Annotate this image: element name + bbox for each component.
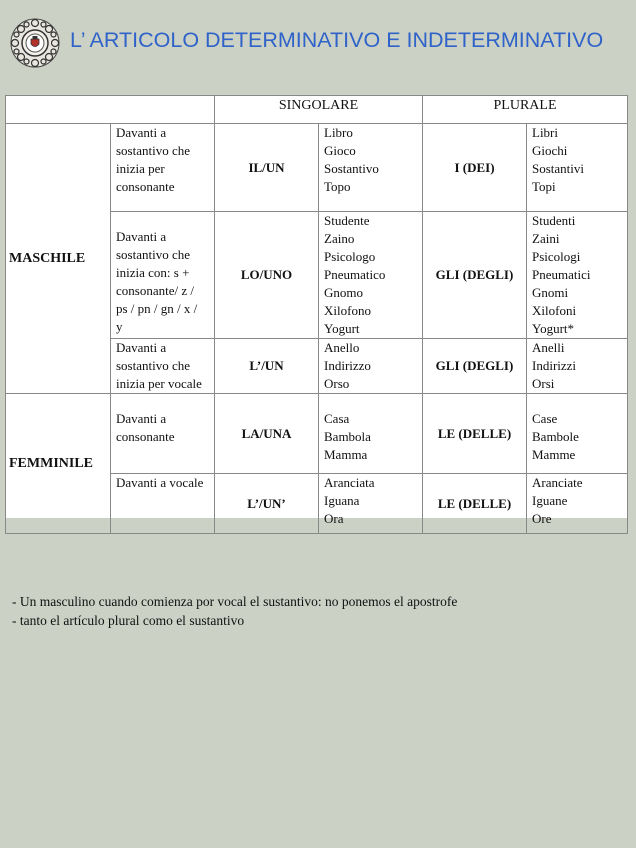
plural-article: LE (DELLE): [423, 474, 527, 534]
plural-examples: [527, 474, 628, 534]
table-row: [6, 124, 628, 212]
rule-cell: [111, 474, 215, 534]
example-word: Bambola: [324, 429, 371, 444]
rule-cell: [111, 212, 215, 339]
example-word: Topi: [532, 179, 556, 194]
header-plurale: PLURALE: [423, 96, 628, 124]
articles-table: [5, 95, 628, 534]
table-header-row: [6, 96, 628, 124]
example-word: Anello: [324, 340, 360, 355]
page-title: L’ ARTICOLO DETERMINATIVO E INDETERMINATIVO: [70, 28, 604, 52]
example-word: Xilofoni: [532, 303, 577, 318]
example-word: Indirizzo: [324, 358, 371, 373]
plural-examples: [527, 394, 628, 474]
rule-line: consonante: [116, 179, 175, 194]
singular-article: LO/UNO: [215, 212, 319, 339]
example-word: Gnomi: [532, 285, 569, 300]
rule-line: Davanti a vocale: [116, 475, 204, 490]
singular-examples: [319, 394, 423, 474]
rule-line: Davanti a: [116, 125, 167, 140]
example-word: Orso: [324, 376, 350, 391]
rule-line: Davanti a: [116, 411, 167, 426]
table-row: [6, 394, 628, 474]
example-word: Pneumatico: [324, 267, 386, 282]
singular-examples: [319, 339, 423, 394]
example-word: Case: [532, 411, 558, 426]
example-word: Indirizzi: [532, 358, 577, 373]
example-word: Sostantivi: [532, 161, 585, 176]
note-line: - Un masculino cuando comienza por vocal el sustantivo: no ponemos el apostrofe: [12, 594, 458, 609]
example-word: Anelli: [532, 340, 565, 355]
example-word: Yogurt: [324, 321, 360, 336]
example-word: Ora: [324, 511, 344, 526]
gender-femminile: FEMMINILE: [6, 394, 111, 534]
rule-line: Davanti a: [116, 340, 167, 355]
header-empty-cell: [6, 96, 215, 124]
example-word: Zaini: [532, 231, 560, 246]
rule-line: sostantivo che: [116, 358, 191, 373]
note-line: - tanto el artículo plural como el sustantivo: [12, 613, 245, 628]
example-word: Psicologi: [532, 249, 581, 264]
rule-line: sostantivo che: [116, 247, 191, 262]
example-word: Giochi: [532, 143, 568, 158]
singular-examples: [319, 212, 423, 339]
example-word: Yogurt*: [532, 321, 575, 336]
example-word: Pneumatici: [532, 267, 591, 282]
example-word: Libro: [324, 125, 353, 140]
singular-examples: [319, 474, 423, 534]
rule-line: inizia con: s +: [116, 265, 190, 280]
plural-article: LE (DELLE): [423, 394, 527, 474]
example-word: Iguana: [324, 493, 360, 508]
rule-cell: [111, 339, 215, 394]
example-word: Bambole: [532, 429, 579, 444]
rule-line: consonante/ z /: [116, 283, 194, 298]
plural-examples: [527, 339, 628, 394]
rule-line: consonante: [116, 429, 175, 444]
rule-line: Davanti a: [116, 229, 167, 244]
singular-examples: [319, 124, 423, 212]
plural-article: I (DEI): [423, 124, 527, 212]
example-word: Ore: [532, 511, 552, 526]
example-word: Gioco: [324, 143, 356, 158]
notes: [12, 592, 457, 630]
example-word: Mamma: [324, 447, 368, 462]
plural-article: GLI (DEGLI): [423, 212, 527, 339]
example-word: Psicologo: [324, 249, 376, 264]
example-word: Studenti: [532, 213, 576, 228]
example-word: Gnomo: [324, 285, 363, 300]
plural-examples: [527, 124, 628, 212]
header-singolare: SINGOLARE: [215, 96, 423, 124]
example-word: Studente: [324, 213, 370, 228]
ornamental-seal-icon: [10, 18, 60, 68]
example-word: Zaino: [324, 231, 355, 246]
singular-article: L’/UN’: [215, 474, 319, 534]
example-word: Libri: [532, 125, 558, 140]
header: [0, 0, 636, 90]
example-word: Mamme: [532, 447, 576, 462]
rule-cell: [111, 394, 215, 474]
rule-cell: [111, 124, 215, 212]
singular-article: IL/UN: [215, 124, 319, 212]
rule-line: inizia per: [116, 161, 165, 176]
example-word: Aranciata: [324, 475, 375, 490]
singular-article: LA/UNA: [215, 394, 319, 474]
articles-table-container: [5, 95, 627, 526]
singular-article: L’/UN: [215, 339, 319, 394]
example-word: Topo: [324, 179, 351, 194]
plural-examples: [527, 212, 628, 339]
example-word: Casa: [324, 411, 350, 426]
example-word: Iguane: [532, 493, 568, 508]
rule-line: y: [116, 319, 123, 334]
rule-line: sostantivo che: [116, 143, 191, 158]
example-word: Xilofono: [324, 303, 371, 318]
plural-article: GLI (DEGLI): [423, 339, 527, 394]
example-word: Sostantivo: [324, 161, 379, 176]
example-word: Orsi: [532, 376, 555, 391]
rule-line: ps / pn / gn / x /: [116, 301, 198, 316]
example-word: Aranciate: [532, 475, 583, 490]
gender-maschile: MASCHILE: [6, 124, 111, 394]
rule-line: inizia per vocale: [116, 376, 202, 391]
